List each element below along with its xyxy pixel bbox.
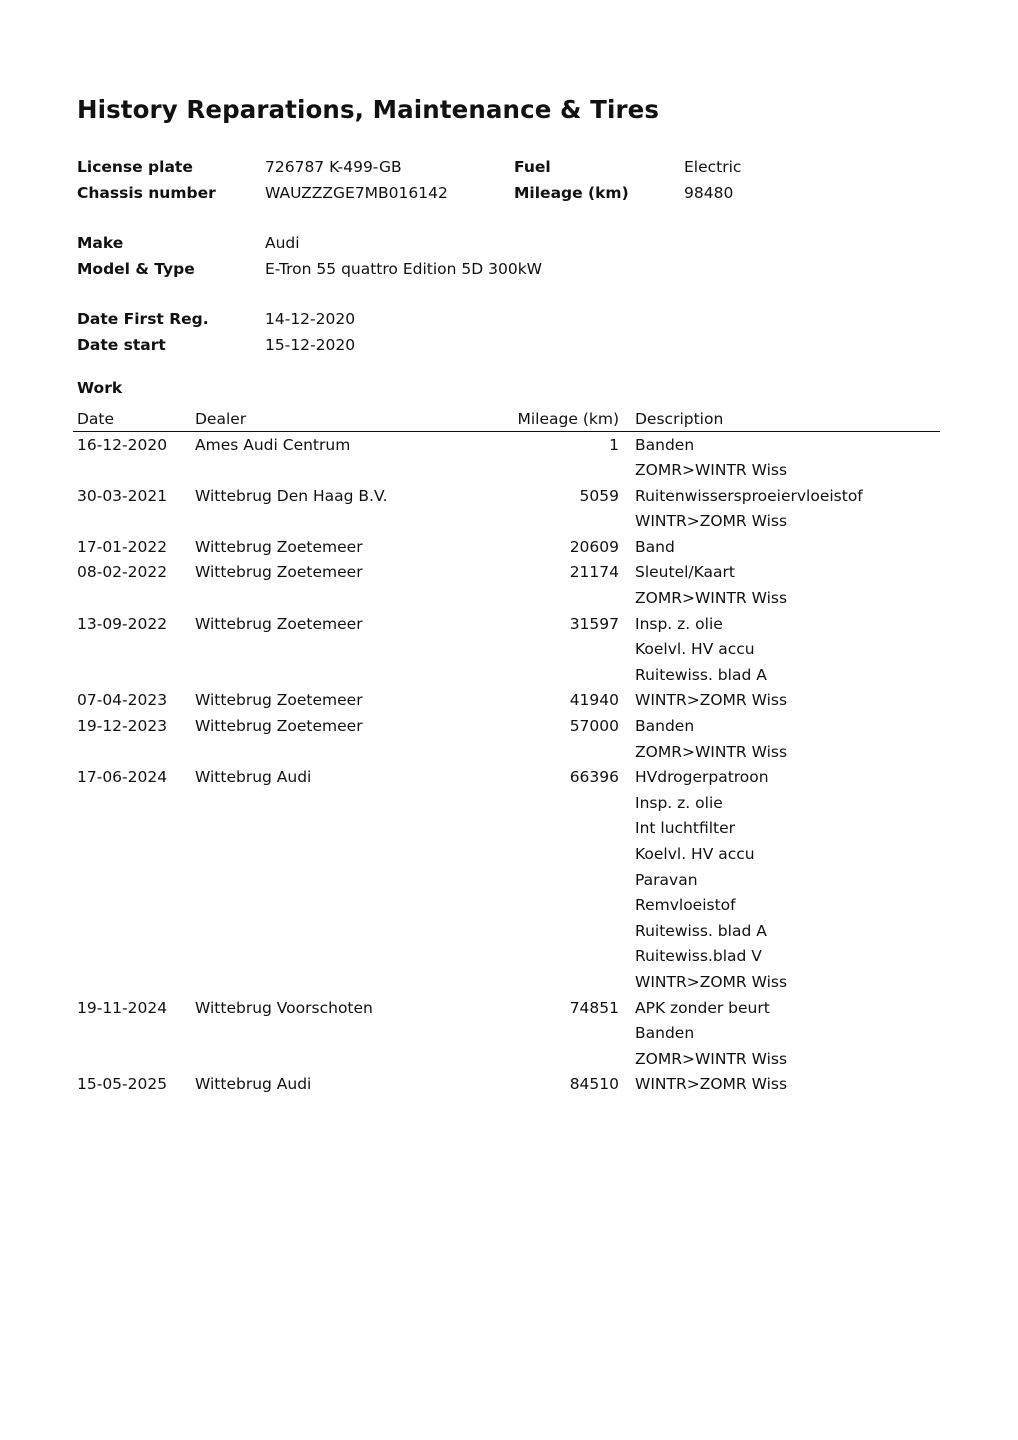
row-dealer: Wittebrug Zoetemeer <box>195 717 363 736</box>
row-dealer: Ames Audi Centrum <box>195 435 351 454</box>
row-date: 19-12-2023 <box>77 717 168 736</box>
row-description <box>635 484 935 535</box>
description-line: Remvloeistof <box>635 896 736 915</box>
date-first-reg-value: 14-12-2020 <box>265 310 356 328</box>
table-row <box>73 560 940 611</box>
row-description <box>635 433 935 484</box>
row-date: 15-05-2025 <box>77 1075 168 1094</box>
description-line: Ruitewiss. blad A <box>635 665 767 684</box>
table-row <box>73 535 940 561</box>
table-row <box>73 484 940 535</box>
description-line: WINTR>ZOMR Wiss <box>635 1075 788 1094</box>
table-row <box>73 765 940 995</box>
date-start-label: Date start <box>77 336 166 354</box>
description-line: Banden <box>635 435 695 454</box>
row-date: 16-12-2020 <box>77 435 168 454</box>
description-line: Sleutel/Kaart <box>635 563 735 582</box>
row-mileage: 5059 <box>579 486 619 505</box>
chassis-number-value: WAUZZZGE7MB016142 <box>265 184 448 202</box>
description-line: WINTR>ZOMR Wiss <box>635 691 788 710</box>
description-line: WINTR>ZOMR Wiss <box>635 512 788 531</box>
license-plate-value: 726787 K-499-GB <box>265 158 402 176</box>
row-date: 19-11-2024 <box>77 998 168 1017</box>
table-row <box>73 433 940 484</box>
row-date: 17-01-2022 <box>77 537 168 556</box>
row-mileage: 57000 <box>569 717 619 736</box>
row-mileage: 84510 <box>569 1075 619 1094</box>
row-mileage: 21174 <box>569 563 619 582</box>
row-dealer: Wittebrug Audi <box>195 1075 312 1094</box>
row-description <box>635 560 935 611</box>
row-dealer: Wittebrug Zoetemeer <box>195 563 363 582</box>
description-line: Banden <box>635 717 695 736</box>
mileage-value: 98480 <box>684 184 734 202</box>
description-line: APK zonder beurt <box>635 998 770 1017</box>
table-row <box>73 612 940 689</box>
row-mileage: 31597 <box>569 614 619 633</box>
row-description <box>635 996 935 1073</box>
table-row <box>73 688 940 714</box>
row-dealer: Wittebrug Audi <box>195 768 312 787</box>
description-line: HVdrogerpatroon <box>635 768 769 787</box>
chassis-number-label: Chassis number <box>77 184 216 202</box>
row-description <box>635 612 935 689</box>
description-line: Insp. z. olie <box>635 793 723 812</box>
description-line: Ruitenwissersproeiervloeistof <box>635 486 863 505</box>
page-title: History Reparations, Maintenance & Tires <box>77 95 660 124</box>
description-line: Ruitewiss.blad V <box>635 947 762 966</box>
make-label: Make <box>77 234 124 252</box>
description-line: ZOMR>WINTR Wiss <box>635 589 788 608</box>
row-date: 13-09-2022 <box>77 614 168 633</box>
fuel-value: Electric <box>684 158 742 176</box>
column-header-dealer: Dealer <box>195 410 247 428</box>
row-dealer: Wittebrug Voorschoten <box>195 998 373 1017</box>
model-type-value: E-Tron 55 quattro Edition 5D 300kW <box>265 260 542 278</box>
description-line: ZOMR>WINTR Wiss <box>635 461 788 480</box>
row-mileage: 20609 <box>569 537 619 556</box>
fuel-label: Fuel <box>514 158 551 176</box>
row-date: 30-03-2021 <box>77 486 168 505</box>
description-line: Koelvl. HV accu <box>635 640 755 659</box>
description-line: Paravan <box>635 870 698 889</box>
row-date: 08-02-2022 <box>77 563 168 582</box>
row-date: 17-06-2024 <box>77 768 168 787</box>
table-row <box>73 996 940 1073</box>
row-dealer: Wittebrug Den Haag B.V. <box>195 486 388 505</box>
row-description <box>635 765 935 995</box>
column-header-description: Description <box>635 410 724 428</box>
row-mileage: 66396 <box>569 768 619 787</box>
make-value: Audi <box>265 234 300 252</box>
table-row <box>73 1072 940 1098</box>
description-line: Koelvl. HV accu <box>635 845 755 863</box>
row-description <box>635 1072 935 1098</box>
date-start-value: 15-12-2020 <box>265 336 356 354</box>
description-line: WINTR>ZOMR Wiss <box>635 972 788 991</box>
row-description <box>635 714 935 765</box>
row-mileage: 1 <box>609 435 619 454</box>
table-header <box>73 407 940 432</box>
table-body <box>73 432 940 1098</box>
column-header-date: Date <box>77 410 115 428</box>
row-dealer: Wittebrug Zoetemeer <box>195 614 363 633</box>
license-plate-label: License plate <box>77 158 193 176</box>
row-description <box>635 535 935 561</box>
mileage-label: Mileage (km) <box>514 184 629 202</box>
table-row <box>73 714 940 765</box>
description-line: Int luchtfilter <box>635 819 736 838</box>
column-header-mileage: Mileage (km) <box>517 410 619 428</box>
model-type-label: Model & Type <box>77 260 195 278</box>
row-dealer: Wittebrug Zoetemeer <box>195 691 363 710</box>
date-first-reg-label: Date First Reg. <box>77 310 209 328</box>
description-line: ZOMR>WINTR Wiss <box>635 1049 788 1068</box>
description-line: ZOMR>WINTR Wiss <box>635 742 788 761</box>
row-description <box>635 688 935 714</box>
row-mileage: 74851 <box>569 998 619 1017</box>
row-date: 07-04-2023 <box>77 691 168 710</box>
description-line: Band <box>635 537 675 556</box>
description-line: Ruitewiss. blad A <box>635 921 767 940</box>
row-dealer: Wittebrug Zoetemeer <box>195 537 363 556</box>
description-line: Insp. z. olie <box>635 614 723 633</box>
description-line: Banden <box>635 1024 695 1043</box>
row-mileage: 41940 <box>569 691 619 710</box>
work-heading: Work <box>77 379 123 397</box>
work-table <box>73 407 940 1098</box>
